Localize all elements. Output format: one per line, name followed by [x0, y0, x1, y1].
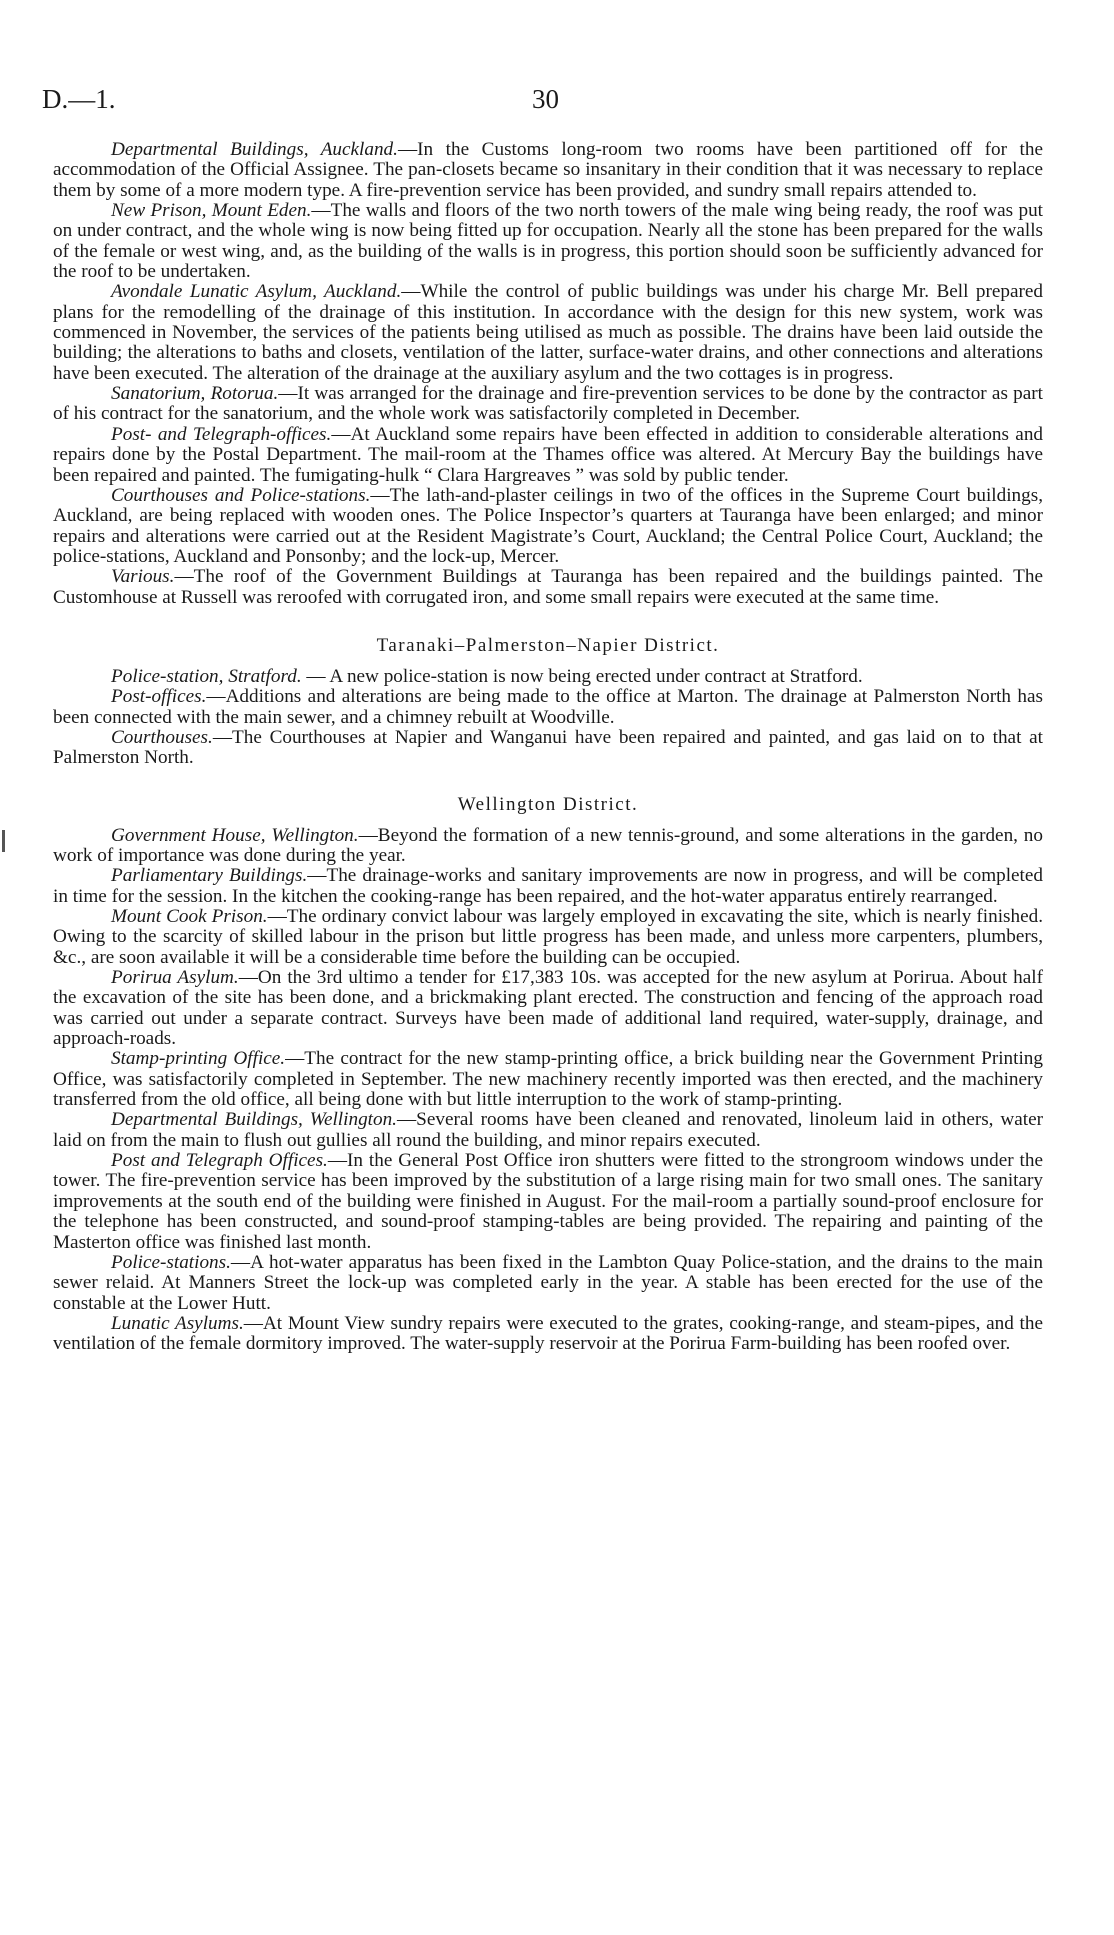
paragraph-text: —The Courthouses at Napier and Wanganui have been repaired and painted, and gas laid on to that at Palmerston North.	[53, 726, 1043, 769]
paragraph-lead: Departmental Buildings, Wellington.	[111, 1109, 397, 1131]
section-auckland	[53, 140, 1043, 608]
paragraph-text: —At Auckland some repairs have been effected in addition to considerable alterations and repairs done by the Postal Department. The mail-room at the Thames office was altered. At Mercury Bay the buildings have been repaired and painted. The fumigating-hulk “ Clara Hargreaves ” was sold by public tender.	[53, 423, 1044, 486]
paragraph-text: —At Mount View sundry repairs were executed to the grates, cooking-range, and steam-pipes, and the ventilation of the female dormitory improved. The water-supply reservoir at the Porirua Farm-building has been roofed over.	[53, 1312, 1043, 1355]
paragraph	[53, 728, 1043, 769]
paragraph	[53, 968, 1043, 1049]
paragraph-text: —The roof of the Government Buildings at Tauranga has been repaired and the buildings painted. The Customhouse at Russell was reroofed with corrugated iron, and some small repairs were executed at the same time.	[53, 566, 1043, 608]
paragraph-text: —Beyond the formation of a new tennis-ground, and some alterations in the garden, no work of importance was done during the year.	[53, 824, 1043, 866]
paragraph-lead: New Prison, Mount Eden.	[111, 200, 312, 222]
paragraph	[53, 907, 1043, 968]
paragraph	[53, 140, 1043, 201]
paragraph-text: —It was arranged for the drainage and fire-prevention services to be done by the contractor as part of his contract for the sanatorium, and the whole work was satisfactorily completed in December.	[53, 383, 1043, 425]
paragraph-lead: Courthouses.	[111, 726, 213, 748]
paragraph-lead: Post- and Telegraph-offices.	[111, 423, 332, 445]
paragraph-lead: Mount Cook Prison.	[111, 906, 268, 927]
paragraph-lead: Lunatic Asylums.	[111, 1312, 244, 1334]
paragraph	[53, 1151, 1043, 1253]
paragraph-lead: Various.	[111, 566, 175, 588]
paragraph-text: —The lath-and-plaster ceilings in two of the offices in the Supreme Court buildings, Auckland, are being replaced with wooden ones. The Police Inspector’s quarters at Tauranga have been enlarged; and minor repairs and alterations were carried out at the Resident Magistrate’s Court, Auckland; the Central Police Court, Auckland; the police-stations, Auckland and Ponsonby; and the lock-up, Mercer.	[53, 484, 1043, 567]
paragraph-lead: Avondale Lunatic Asylum, Auckland.	[111, 281, 402, 303]
paragraph-text: —The drainage-works and sanitary improvements are now in progress, and will be completed in time for the session. In the kitchen the cooking-range has been repaired, and the hot-water apparatus entirely rearranged.	[53, 865, 1043, 907]
section-taranaki	[53, 667, 1043, 769]
margin-mark	[2, 830, 5, 852]
page-number: 30	[532, 84, 559, 114]
heading-wellington-district	[53, 795, 1043, 816]
report-body	[53, 140, 1043, 1355]
paragraph	[53, 687, 1043, 728]
heading-text: Wellington District.	[457, 793, 639, 815]
paragraph-lead: Porirua Asylum.	[111, 967, 239, 989]
paragraph	[53, 866, 1043, 907]
paragraph	[53, 1314, 1043, 1355]
heading-text: Taranaki–Palmerston–Napier District.	[376, 634, 720, 656]
paragraph-text: —The contract for the new stamp-printing office, a brick building near the Government Printing Office, was satisfactorily completed in September. The new machinery recently imported was then erected, and the machinery transferred from the old office, all being done with but little interruption to the work of stamp-printing.	[53, 1048, 1043, 1111]
paragraph	[53, 826, 1043, 867]
paragraph-text: —While the control of public buildings was under his charge Mr. Bell prepared plans for the remodelling of the drainage of this institution. In accordance with the design for this new system, work was commenced in November, the services of the patients being utilised as much as possible. The drains have been laid outside the building; the alterations to baths and closets, ventilation of the latter, surface-water drains, and other connections and alterations have been executed. The alteration of the drainage at the auxiliary asylum and the two cottages is in progress.	[53, 281, 1044, 384]
paragraph	[53, 486, 1043, 567]
paragraph-lead: Departmental Buildings, Auckland.	[111, 139, 398, 160]
paragraph-lead: Sanatorium, Rotorua.	[111, 383, 279, 405]
paragraph-text: —The walls and floors of the two north towers of the male wing being ready, the roof was put on under contract, and the whole wing is now being fitted up for occupation. Nearly all the stone has been prepared for the walls of the female or west wing, and, as the building of the walls is in progress, this portion should soon be sufficiently advanced for the roof to be undertaken.	[53, 200, 1043, 283]
paragraph-text: —In the General Post Office iron shutters were fitted to the strongroom windows under the tower. The fire-prevention service has been improved by the substitution of a large rising main for two small ones. The sanitary improvements at the south end of the building were finished in August. For the mail-room a partially sound-proof enclosure for the telephone has been constructed, and sound-proof stamping-tables are being provided. The repairing and painting of the Masterton office was finished last month.	[53, 1150, 1043, 1253]
paragraph-lead: Parliamentary Buildings.	[111, 865, 308, 887]
paragraph-lead: Stamp-printing Office.	[111, 1048, 286, 1070]
paragraph-lead: Courthouses and Police-stations.	[111, 484, 371, 506]
paragraph	[53, 384, 1043, 425]
paragraph-lead: Post and Telegraph Offices.	[111, 1150, 328, 1172]
paragraph	[53, 201, 1043, 282]
paragraph-lead: Police-station, Stratford.	[111, 665, 302, 687]
paragraph-text: — A new police-station is now being erected under contract at Stratford.	[301, 665, 863, 687]
paragraph-text: —In the Customs long-room two rooms have been partitioned off for the accommodation of the Official Assignee. The pan-closets became so insanitary in their condition that it was necessary to replace them by some of a more modern type. A fire-prevention service has been provided, and sundry small repairs attended to.	[53, 139, 1043, 201]
paragraph	[53, 1253, 1043, 1314]
paragraph	[53, 282, 1043, 384]
paragraph-text: —A hot-water apparatus has been fixed in the Lambton Quay Police-station, and the drains to the main sewer relaid. At Manners Street the lock-up was completed early in the year. A stable has been erected for the use of the constable at the Lower Hutt.	[53, 1251, 1043, 1314]
paragraph	[53, 425, 1043, 486]
paragraph-text: —Several rooms have been cleaned and renovated, linoleum laid in others, water laid on from the main to flush out gullies all round the building, and minor repairs executed.	[53, 1109, 1043, 1151]
section-wellington	[53, 826, 1043, 1355]
paragraph-lead: Government House, Wellington.	[111, 824, 359, 846]
paragraph-text: —The ordinary convict labour was largely employed in excavating the site, which is nearly finished. Owing to the scarcity of skilled labour in the prison but little progress has been made, and unless more carpenters, plumbers, &c., are soon available it will be a considerable time before the building can be occupied.	[53, 906, 1043, 968]
document-reference: D.—1.	[42, 84, 116, 114]
paragraph	[53, 1049, 1043, 1110]
paragraph-lead: Post-offices.	[111, 686, 207, 708]
paragraph-lead: Police-stations.	[111, 1251, 231, 1273]
paragraph	[53, 567, 1043, 608]
heading-taranaki-district	[53, 636, 1043, 657]
paragraph	[53, 1110, 1043, 1151]
paragraph-text: —On the 3rd ultimo a tender for £17,383 10s. was accepted for the new asylum at Porirua. About half the excavation of the site has been done, and a brickmaking plant erected. The construction and fencing of the approach road was carried out under a separate contract. Surveys have been made of additional land required, water-supply, drainage, and approach-roads.	[53, 967, 1044, 1050]
paragraph-text: —Additions and alterations are being made to the office at Marton. The drainage at Palmerston North has been connected with the main sewer, and a chimney rebuilt at Woodville.	[53, 686, 1043, 728]
paragraph	[53, 667, 1043, 687]
